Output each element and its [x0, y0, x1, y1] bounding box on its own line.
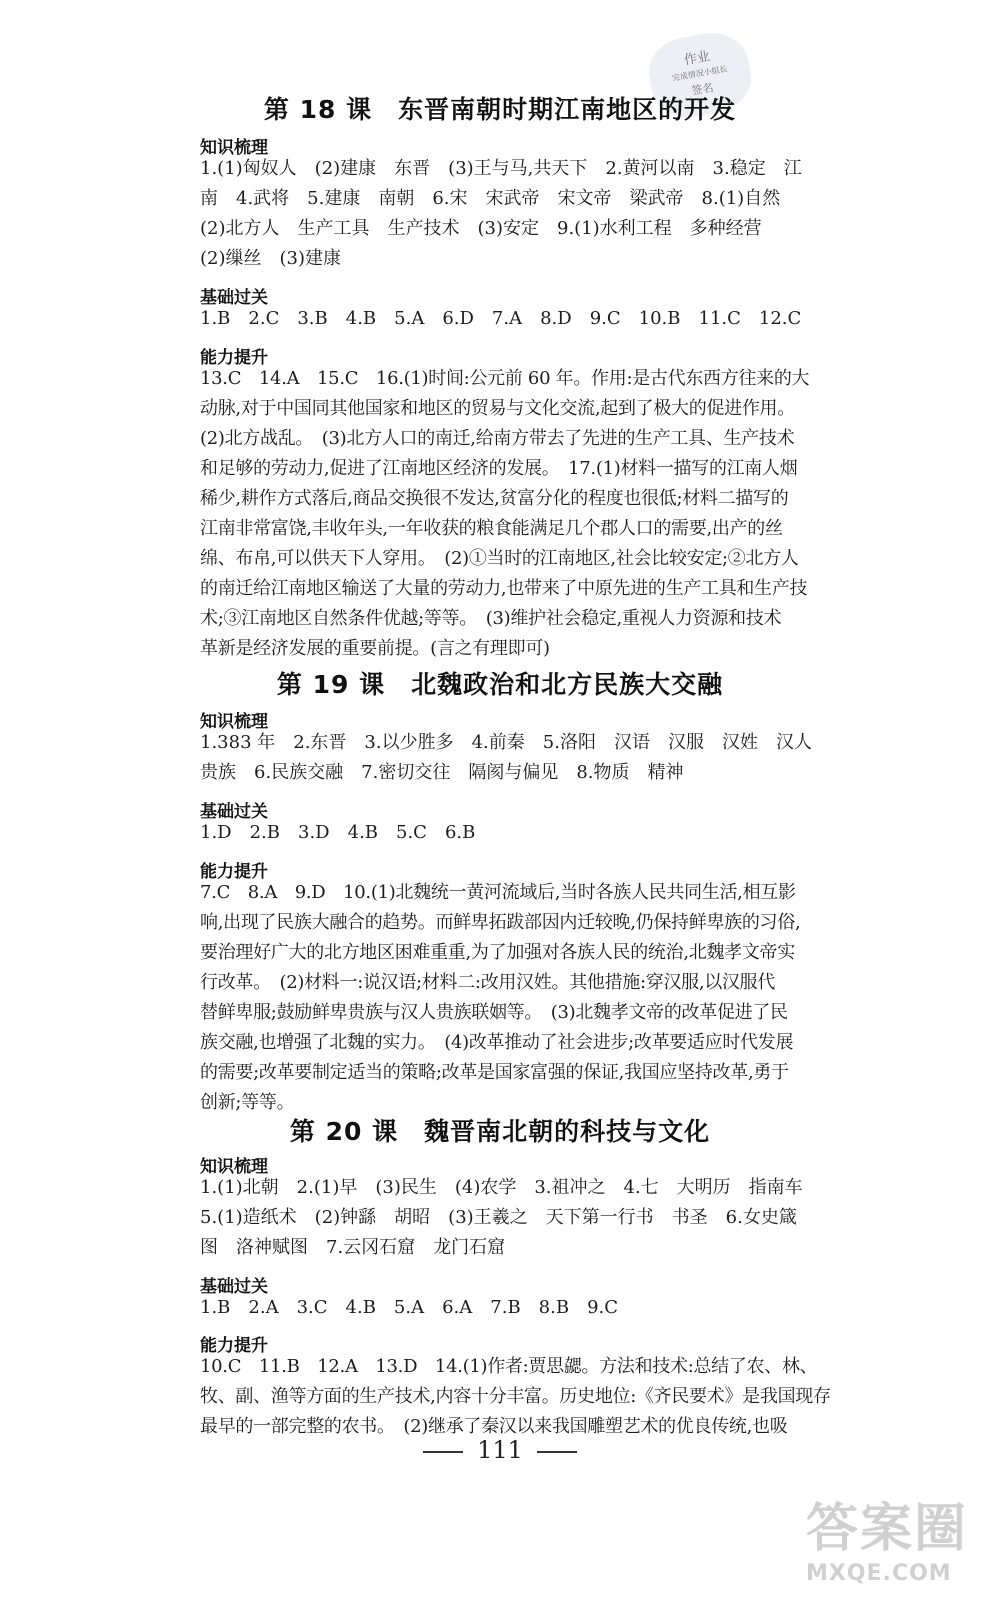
stamp-text: 签名 [690, 80, 715, 98]
text-line: 1.(1)匈奴人 (2)建康 东晋 (3)王与马,共天下 2.黄河以南 3.稳定 江 [200, 158, 802, 179]
text-line: 最早的一部完整的农书。 (2)继承了秦汉以来我国雕塑艺术的优良传统,也吸 [200, 1416, 788, 1437]
page-number-text: 111 [477, 1436, 523, 1464]
text-line: (2)北方人 生产工具 生产技术 (3)安定 9.(1)水利工程 多种经营 [200, 218, 762, 239]
section-heading: 能力提升 [200, 348, 268, 368]
section-heading: 知识梳理 [200, 138, 268, 158]
section-heading: 基础过关 [200, 802, 268, 822]
site-watermark [806, 1486, 991, 1596]
text-line: 图 洛神赋图 7.云冈石窟 龙门石窟 [200, 1237, 506, 1258]
text-line: 10.C 11.B 12.A 13.D 14.(1)作者:贾思勰。方法和技术:总结了农、林、 [200, 1356, 818, 1377]
stamp-text: 作业 [683, 49, 712, 69]
section-heading: 能力提升 [200, 1336, 268, 1356]
watermark-url: MXQE.COM [806, 1561, 952, 1586]
text-line: 创新;等等。 [200, 1092, 295, 1113]
lesson-20-title: 第 20 课 魏晋南北朝的科技与文化 [289, 1117, 711, 1146]
text-line: 绵、布帛,可以供天下人穿用。 (2)①当时的江南地区,社会比较安定;②北方人 [200, 548, 799, 569]
text-line: 贵族 6.民族交融 7.密切交往 隔阂与偏见 8.物质 精神 [200, 762, 684, 783]
text-line: 的需要;改革要制定适当的策略;改革是国家富强的保证,我国应坚持改革,勇于 [200, 1062, 789, 1083]
text-line: 的南迁给江南地区输送了大量的劳动力,也带来了中原先进的生产工具和生产技 [200, 578, 808, 599]
text-line: 要治理好广大的北方地区困难重重,为了加强对各族人民的统治,北魏孝文帝实 [200, 942, 795, 963]
stamp-text: 完成情况小组长 [671, 64, 729, 83]
section-heading: 知识梳理 [200, 712, 268, 732]
text-line: 动脉,对于中国同其他国家和地区的贸易与文化交流,起到了极大的促进作用。 [200, 398, 795, 419]
text-line: 南 4.武将 5.建康 南朝 6.宋 宋武帝 宋文帝 梁武帝 8.(1)自然 [200, 188, 781, 209]
text-line: 1.B 2.A 3.C 4.B 5.A 6.A 7.B 8.B 9.C [200, 1297, 619, 1318]
lesson-19-title: 第 19 课 北魏政治和北方民族大交融 [276, 670, 724, 699]
section-heading: 基础过关 [200, 1277, 268, 1297]
text-line: 江南非常富饶,丰收年头,一年收获的粮食能满足几个郡人口的需要,出产的丝 [200, 518, 783, 539]
page-number [0, 1436, 1000, 1464]
text-line: 1.383 年 2.东晋 3.以少胜多 4.前秦 5.洛阳 汉语 汉服 汉姓 汉人 [200, 732, 812, 753]
text-line: 1.(1)北朝 2.(1)早 (3)民生 (4)农学 3.祖冲之 4.七 大明历 指南车 [200, 1177, 803, 1198]
text-line: 7.C 8.A 9.D 10.(1)北魏统一黄河流域后,当时各族人民共同生活,相互影 [200, 882, 796, 903]
text-line: 革新是经济发展的重要前提。(言之有理即可) [200, 638, 550, 659]
text-line: 13.C 14.A 15.C 16.(1)时间:公元前 60 年。作用:是古代东西方往来的大 [200, 368, 810, 389]
text-line: 族交融,也增强了北魏的实力。 (4)改革推动了社会进步;改革要适应时代发展 [200, 1032, 794, 1053]
text-line: 和足够的劳动力,促进了江南地区经济的发展。 17.(1)材料一描写的江南人烟 [200, 458, 798, 479]
watermark-text: 答案圈 [806, 1499, 969, 1559]
section-heading: 能力提升 [200, 862, 268, 882]
text-line: 5.(1)造纸术 (2)钟繇 胡昭 (3)王羲之 天下第一行书 书圣 6.女史箴 [200, 1207, 797, 1228]
text-line: (2)缫丝 (3)建康 [200, 248, 341, 269]
text-line: 1.D 2.B 3.D 4.B 5.C 6.B [200, 822, 476, 843]
section-heading: 知识梳理 [200, 1157, 268, 1177]
section-heading: 基础过关 [200, 288, 268, 308]
text-line: 1.B 2.C 3.B 4.B 5.A 6.D 7.A 8.D 9.C 10.B 11.C 12.C [200, 308, 802, 329]
text-line: (2)北方战乱。 (3)北方人口的南迁,给南方带去了先进的生产工具、生产技术 [200, 428, 795, 449]
text-line: 稀少,耕作方式落后,商品交换很不发达,贫富分化的程度也很低;材料二描写的 [200, 488, 789, 509]
text-line: 替鲜卑服;鼓励鲜卑贵族与汉人贵族联姻等。 (3)北魏孝文帝的改革促进了民 [200, 1002, 788, 1023]
text-line: 术;③江南地区自然条件优越;等等。 (3)维护社会稳定,重视人力资源和技术 [200, 608, 782, 629]
text-line: 响,出现了民族大融合的趋势。而鲜卑拓跋部因内迁较晚,仍保持鲜卑族的习俗, [200, 912, 801, 933]
text-line: 行改革。 (2)材料一:说汉语;材料二:改用汉姓。其他措施:穿汉服,以汉服代 [200, 972, 776, 993]
text-line: 牧、副、渔等方面的生产技术,内容十分丰富。历史地位:《齐民要术》是我国现存 [200, 1386, 831, 1407]
lesson-18-title: 第 18 课 东晋南朝时期江南地区的开发 [263, 95, 737, 124]
